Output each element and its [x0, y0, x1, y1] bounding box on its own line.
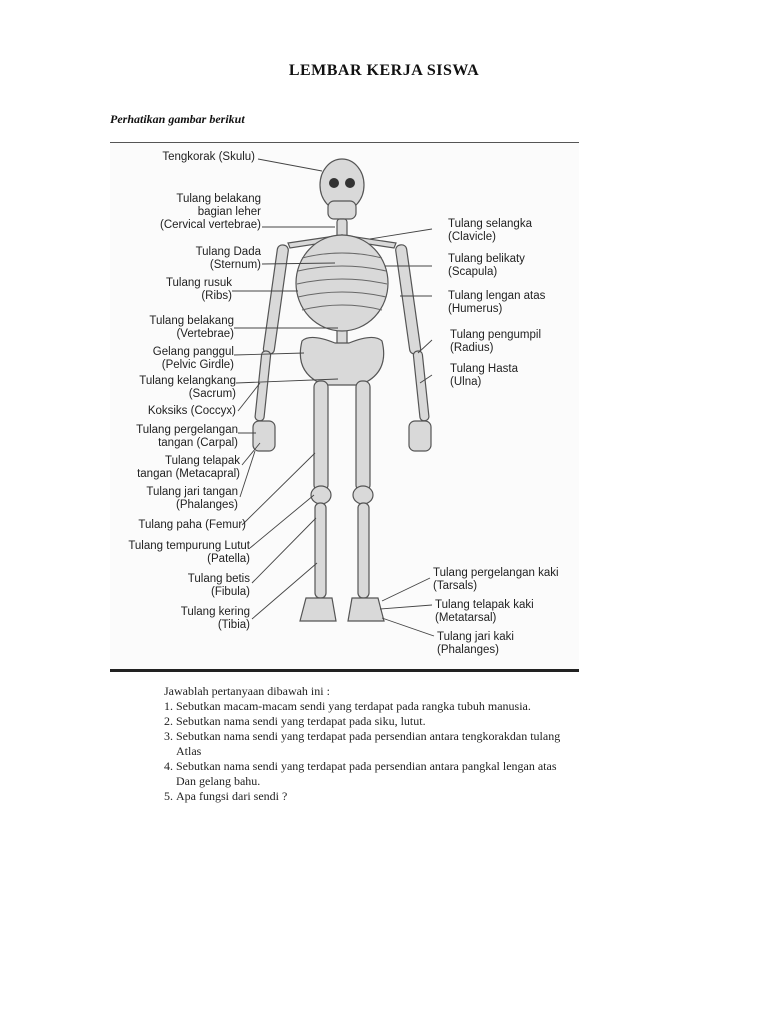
label-line: Tulang jari kaki — [437, 631, 514, 643]
question-number: 2. — [164, 714, 173, 728]
label-line: (Scapula) — [448, 266, 498, 278]
question-item — [164, 759, 724, 789]
question-list — [164, 684, 724, 804]
label-fibula — [188, 573, 250, 599]
question-text-continued: Dan gelang bahu. — [176, 774, 261, 788]
label-patella — [128, 540, 250, 566]
label-line: tangan (Carpal) — [158, 437, 238, 449]
label-line: (Phalanges) — [437, 644, 500, 656]
question-text: Sebutkan nama sendi yang terdapat pada persendian antara pangkal lengan atas — [176, 759, 557, 773]
question-item — [164, 714, 724, 729]
label-pelvic-girdle — [153, 346, 234, 372]
label-femur — [138, 519, 246, 532]
label-line: (Cervical vertebrae) — [160, 219, 261, 231]
label-phalanges-foot — [437, 631, 514, 657]
label-clavicle — [448, 218, 532, 244]
question-number: 5. — [164, 789, 173, 803]
label-carpal — [136, 424, 238, 450]
label-line: (Patella) — [207, 553, 250, 565]
label-line: Tulang kelangkang — [139, 375, 236, 387]
label-line: Tulang kering — [180, 606, 250, 618]
label-line: (Metatarsal) — [435, 612, 497, 624]
label-line: Tulang belakang — [149, 315, 234, 327]
label-line: (Clavicle) — [448, 231, 496, 243]
label-line: (Humerus) — [448, 303, 503, 315]
label-line: Tulang Hasta — [450, 363, 518, 375]
question-text: Sebutkan nama sendi yang terdapat pada persendian antara tengkorakdan tulang — [176, 729, 561, 743]
label-line: Tulang tempurung Lutut — [128, 540, 250, 552]
question-number: 1. — [164, 699, 173, 713]
label-ulna — [450, 363, 518, 389]
label-line: (Ribs) — [201, 290, 232, 302]
label-line: tangan (Metacapral) — [137, 468, 240, 480]
label-coccyx — [148, 405, 236, 418]
question-text-continued: Atlas — [176, 744, 202, 758]
question-item — [164, 699, 724, 714]
label-scapula — [448, 253, 525, 279]
question-number: 4. — [164, 759, 173, 773]
label-line: (Radius) — [450, 342, 494, 354]
label-line: Tulang Dada — [195, 246, 261, 258]
label-line: Tulang selangka — [448, 218, 532, 230]
label-ribs — [166, 277, 232, 303]
label-line: (Vertebrae) — [176, 328, 234, 340]
label-tibia — [181, 606, 250, 632]
label-vertebrae — [149, 315, 234, 341]
label-line: bagian leher — [197, 206, 261, 218]
label-line: (Ulna) — [450, 376, 482, 388]
question-text: Sebutkan macam-macam sendi yang terdapat pada rangka tubuh manusia. — [176, 699, 531, 713]
label-line: Tulang jari tangan — [146, 486, 238, 498]
label-line: Tulang pengumpil — [450, 329, 541, 341]
label-line: Koksiks (Coccyx) — [147, 405, 236, 417]
question-text: Apa fungsi dari sendi ? — [176, 789, 288, 803]
label-line: Tulang telapak — [164, 455, 240, 467]
label-line: (Phalanges) — [175, 499, 238, 511]
questions-intro: Jawablah pertanyaan dibawah ini : — [164, 684, 330, 698]
worksheet-title: LEMBAR KERJA SISWA — [288, 62, 480, 79]
label-line: Tengkorak (Skulu) — [162, 151, 255, 163]
label-line: (Pelvic Girdle) — [161, 359, 234, 371]
label-line: Tulang paha (Femur) — [138, 519, 246, 531]
label-line: Tulang belikaty — [448, 253, 525, 265]
label-line: Tulang belakang — [176, 193, 261, 205]
label-skull — [162, 151, 255, 164]
label-line: Tulang betis — [187, 573, 250, 585]
label-line: (Tibia) — [217, 619, 250, 631]
figure-instruction: Perhatikan gambar berikut — [110, 112, 245, 126]
label-line: (Fibula) — [211, 586, 250, 598]
label-sternum — [196, 246, 261, 272]
label-tarsals — [433, 567, 559, 593]
label-line: (Tarsals) — [433, 580, 478, 592]
question-text: Sebutkan nama sendi yang terdapat pada siku, lutut. — [176, 714, 426, 728]
label-line: (Sacrum) — [188, 388, 236, 400]
label-radius — [450, 329, 541, 355]
skeleton-figure — [110, 142, 579, 672]
label-sacrum — [139, 375, 236, 401]
label-line: Tulang telapak kaki — [435, 599, 534, 611]
question-item — [164, 729, 724, 759]
label-cervical-vertebrae — [160, 193, 261, 232]
label-metatarsal — [435, 599, 534, 625]
label-humerus — [448, 290, 545, 316]
label-metacarpal — [137, 455, 240, 481]
label-phalanges-hand — [146, 486, 238, 512]
question-number: 3. — [164, 729, 173, 743]
label-line: Tulang pergelangan — [136, 424, 238, 436]
label-line: Tulang lengan atas — [448, 290, 546, 302]
label-line: Tulang rusuk — [165, 277, 232, 289]
label-line: (Sternum) — [209, 259, 261, 271]
label-line: Gelang panggul — [152, 346, 234, 358]
question-item — [164, 789, 724, 804]
label-line: Tulang pergelangan kaki — [433, 567, 559, 579]
